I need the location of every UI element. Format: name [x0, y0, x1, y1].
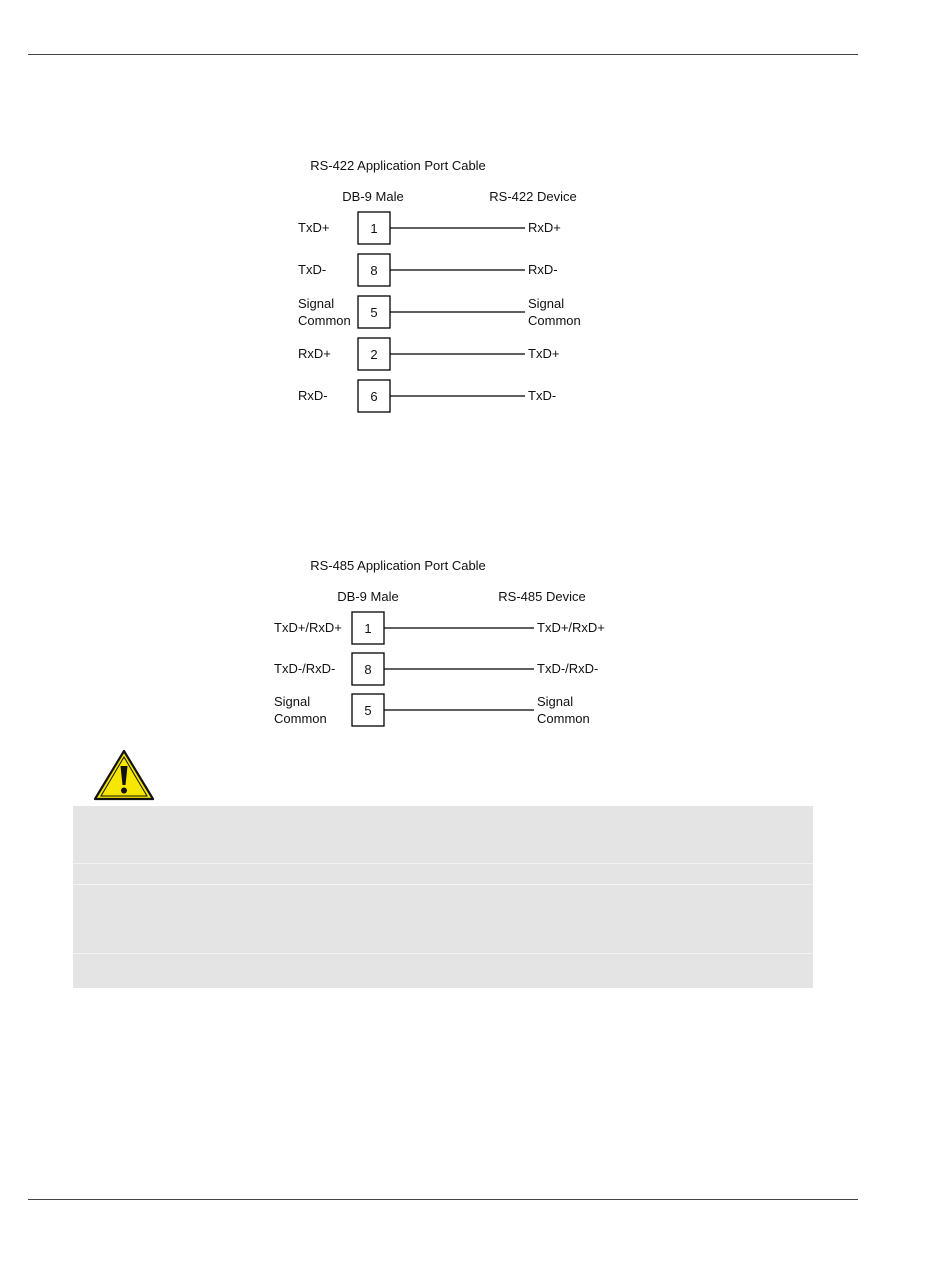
left-signal-label: Common — [298, 313, 351, 328]
left-signal-label: Signal — [298, 296, 335, 311]
right-signal-label: RxD- — [528, 262, 558, 277]
right-device-header: RS-485 Device — [498, 589, 586, 604]
pin-number: 8 — [364, 662, 372, 677]
left-signal-label: TxD- — [298, 262, 327, 277]
left-signal-label: Signal — [274, 694, 311, 709]
rs485-cable-diagram — [240, 550, 640, 740]
rs422-cable-diagram — [260, 150, 620, 420]
right-signal-label: RxD+ — [528, 220, 561, 235]
right-signal-label: Signal — [537, 694, 574, 709]
note-divider — [73, 953, 813, 954]
pin-number: 1 — [364, 621, 372, 636]
note-divider — [73, 884, 813, 885]
left-signal-label: TxD-/RxD- — [274, 661, 336, 676]
left-signal-label: RxD+ — [298, 346, 331, 361]
left-signal-label: TxD+ — [298, 220, 330, 235]
right-signal-label: Common — [528, 313, 581, 328]
right-device-header: RS-422 Device — [489, 189, 577, 204]
warning-note-box — [73, 806, 813, 988]
right-signal-label: TxD+ — [528, 346, 560, 361]
pin-number: 8 — [370, 263, 378, 278]
right-signal-label: Signal — [528, 296, 565, 311]
diagram-title: RS-422 Application Port Cable — [310, 158, 486, 173]
header-rule — [28, 54, 858, 55]
right-signal-label: Common — [537, 711, 590, 726]
left-signal-label: TxD+/RxD+ — [274, 620, 342, 635]
note-divider — [73, 863, 813, 864]
left-connector-header: DB-9 Male — [337, 589, 399, 604]
pin-number: 1 — [370, 221, 378, 236]
pin-number: 5 — [370, 305, 378, 320]
pin-number: 2 — [370, 347, 378, 362]
left-signal-label: Common — [274, 711, 327, 726]
diagram-title: RS-485 Application Port Cable — [310, 558, 486, 573]
left-signal-label: RxD- — [298, 388, 328, 403]
right-signal-label: TxD+/RxD+ — [537, 620, 605, 635]
warning-triangle-icon — [93, 749, 155, 801]
right-signal-label: TxD-/RxD- — [537, 661, 599, 676]
pin-number: 5 — [364, 703, 372, 718]
left-connector-header: DB-9 Male — [342, 189, 404, 204]
pin-number: 6 — [370, 389, 378, 404]
footer-rule — [28, 1199, 858, 1200]
right-signal-label: TxD- — [528, 388, 557, 403]
